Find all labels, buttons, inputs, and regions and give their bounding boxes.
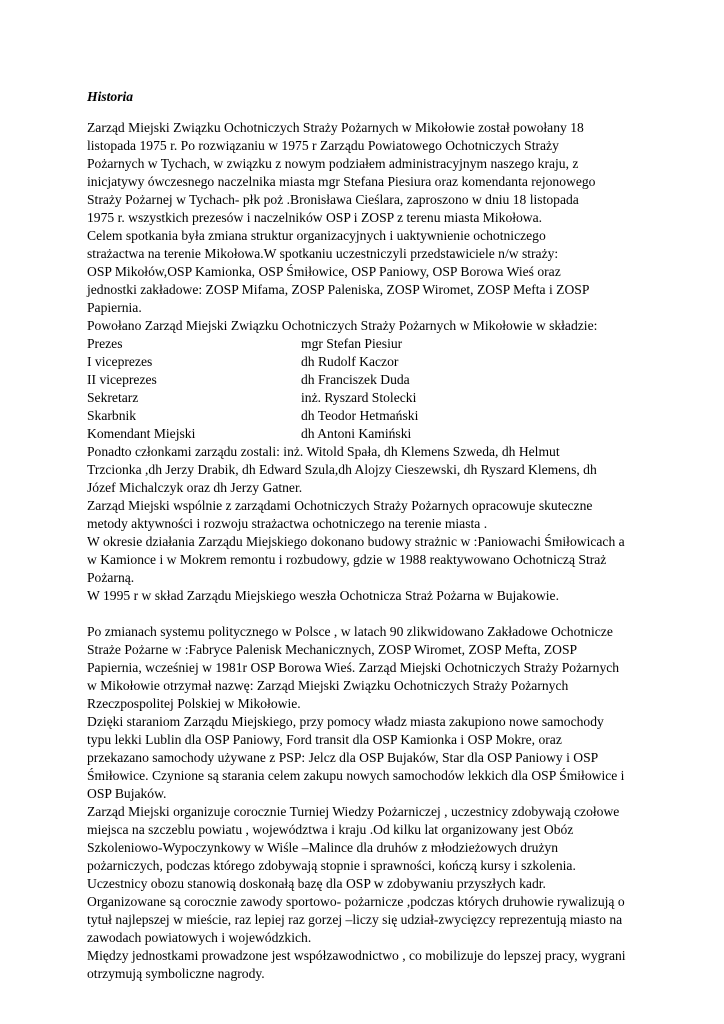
text-line: Ponadto członkami zarządu zostali: inż. Witold Spała, dh Klemens Szweda, dh Helmut: [87, 444, 560, 459]
text-line: inicjatywy ówczesnego naczelnika miasta mgr Stefana Piesiura oraz komendanta rejonowego: [87, 174, 596, 189]
board-role: Skarbnik: [87, 408, 137, 423]
text-line: Józef Michalczyk oraz dh Jerzy Gatner.: [87, 480, 303, 495]
board-member-name: dh Teodor Hetmański: [301, 408, 419, 423]
board-role: Sekretarz: [87, 390, 139, 405]
text-line: w Kamionce i w Mokrem remontu i rozbudowy, gdzie w 1988 reaktywowano Ochotniczą Straż: [87, 552, 607, 567]
board-member-name: mgr Stefan Piesiur: [301, 336, 403, 351]
text-line: tytuł najlepszej w mieście, raz lepiej raz gorzej –liczy się udział-zwycięzcy reprezentują miasto na: [87, 912, 623, 927]
board-role: Komendant Miejski: [87, 426, 196, 441]
text-line: przekazano samochody używane z PSP: Jelcz dla OSP Bujaków, Star dla OSP Paniowy i OSP: [87, 750, 599, 765]
text-line: OSP Mikołów,OSP Kamionka, OSP Śmiłowice, OSP Paniowy, OSP Borowa Wieś oraz: [87, 264, 561, 279]
text-line: Zarząd Miejski Związku Ochotniczych Straży Pożarnych w Mikołowie został powołany 18: [87, 120, 584, 135]
text-line: Dzięki staraniom Zarządu Miejskiego, przy pomocy władz miasta zakupiono nowe samochody: [87, 714, 604, 729]
text-line: Trzcionka ,dh Jerzy Drabik, dh Edward Szula,dh Alojzy Cieszewski, dh Ryszard Klemens, dh: [87, 462, 597, 477]
text-line: W 1995 r w skład Zarządu Miejskiego weszła Ochotnicza Straż Pożarna w Bujakowie.: [87, 588, 559, 603]
text-line: Po zmianach systemu politycznego w Polsce , w latach 90 zlikwidowano Zakładowe Ochotnicze: [87, 624, 613, 639]
text-line: Pożarną.: [87, 570, 135, 585]
text-line: Celem spotkania była zmiana struktur organizacyjnych i uaktywnienie ochotniczego: [87, 228, 546, 243]
text-line: Szkoleniowo-Wypoczynkowy w Wiśle –Malince dla druhów z młodzieżowych drużyn: [87, 840, 559, 855]
text-line: Organizowane są corocznie zawody sportowo- pożarnicze ,podczas których druhowie rywalizują o: [87, 894, 625, 909]
text-line: Papiernia.: [87, 300, 142, 315]
document-title: Historia: [87, 89, 134, 104]
board-member-name: inż. Ryszard Stolecki: [301, 390, 417, 405]
board-role: I viceprezes: [87, 354, 153, 369]
text-line: Straże Pożarne w :Fabryce Palenisk Mechanicznych, ZOSP Wiromet, ZOSP Mefta, ZOSP: [87, 642, 578, 657]
text-line: Między jednostkami prowadzone jest współzawodnictwo , co mobilizuje do lepszej pracy, wygrani: [87, 948, 626, 963]
text-line: Pożarnych w Tychach, w związku z nowym podziałem administracyjnym naszego kraju, z: [87, 156, 579, 171]
text-line: jednostki zakładowe: ZOSP Mifama, ZOSP Paleniska, ZOSP Wiromet, ZOSP Mefta i ZOSP: [87, 282, 590, 297]
board-role: Prezes: [87, 336, 123, 351]
text-line: Papiernia, wcześniej w 1981r OSP Borowa Wieś. Zarząd Miejski Ochotniczych Straży Pożarnych: [87, 660, 620, 675]
text-line: miejsca na szczeblu powiatu , województwa i kraju .Od kilku lat organizowany jest Obóz: [87, 822, 574, 837]
text-line: metody aktywności i rozwoju strażactwa ochotniczego na terenie miasta .: [87, 516, 488, 531]
text-line: listopada 1975 r. Po rozwiązaniu w 1975 r Zarządu Powiatowego Ochotniczych Straży: [87, 138, 559, 153]
text-line: Uczestnicy obozu stanowią doskonałą bazę dla OSP w zdobywaniu przyszłych kadr.: [87, 876, 546, 891]
board-role: II viceprezes: [87, 372, 157, 387]
text-line: OSP Bujaków.: [87, 786, 167, 801]
text-line: 1975 r. wszystkich prezesów i naczelników OSP i ZOSP z terenu miasta Mikołowa.: [87, 210, 543, 225]
text-line: W okresie działania Zarządu Miejskiego dokonano budowy strażnic w :Paniowachi Śmiłowicach a: [87, 534, 625, 549]
text-line: Straży Pożarnej w Tychach- płk poż .Bronisława Cieślara, zaproszono w dniu 18 listopada: [87, 192, 579, 207]
text-line: Śmiłowice. Czynione są starania celem zakupu nowych samochodów lekkich dla OSP Śmiłowice i: [87, 768, 625, 783]
text-line: Zarząd Miejski organizuje corocznie Turniej Wiedzy Pożarniczej , uczestnicy zdobywają czołowe: [87, 804, 620, 819]
text-line: Powołano Zarząd Miejski Związku Ochotniczych Straży Pożarnych w Mikołowie w składzie:: [87, 318, 598, 333]
text-line: zawodach powiatowych i wojewódzkich.: [87, 930, 312, 945]
board-member-name: dh Antoni Kamiński: [301, 426, 412, 441]
text-line: otrzymują symboliczne nagrody.: [87, 966, 265, 981]
board-member-name: dh Rudolf Kaczor: [301, 354, 399, 369]
text-line: strażactwa na terenie Mikołowa.W spotkaniu uczestniczyli przedstawiciele n/w straży:: [87, 246, 559, 261]
text-line: pożarniczych, podczas którego zdobywają stopnie i sprawności, kończą kursy i szkolenia.: [87, 858, 576, 873]
board-member-name: dh Franciszek Duda: [301, 372, 410, 387]
text-line: Rzeczpospolitej Polskiej w Mikołowie.: [87, 696, 301, 711]
text-line: w Mikołowie otrzymał nazwę: Zarząd Miejski Związku Ochotniczych Straży Pożarnych: [87, 678, 569, 693]
text-line: Zarząd Miejski wspólnie z zarządami Ochotniczych Straży Pożarnych opracowuje skuteczne: [87, 498, 593, 513]
text-line: typu lekki Lublin dla OSP Paniowy, Ford transit dla OSP Kamionka i OSP Mokre, oraz: [87, 732, 562, 747]
